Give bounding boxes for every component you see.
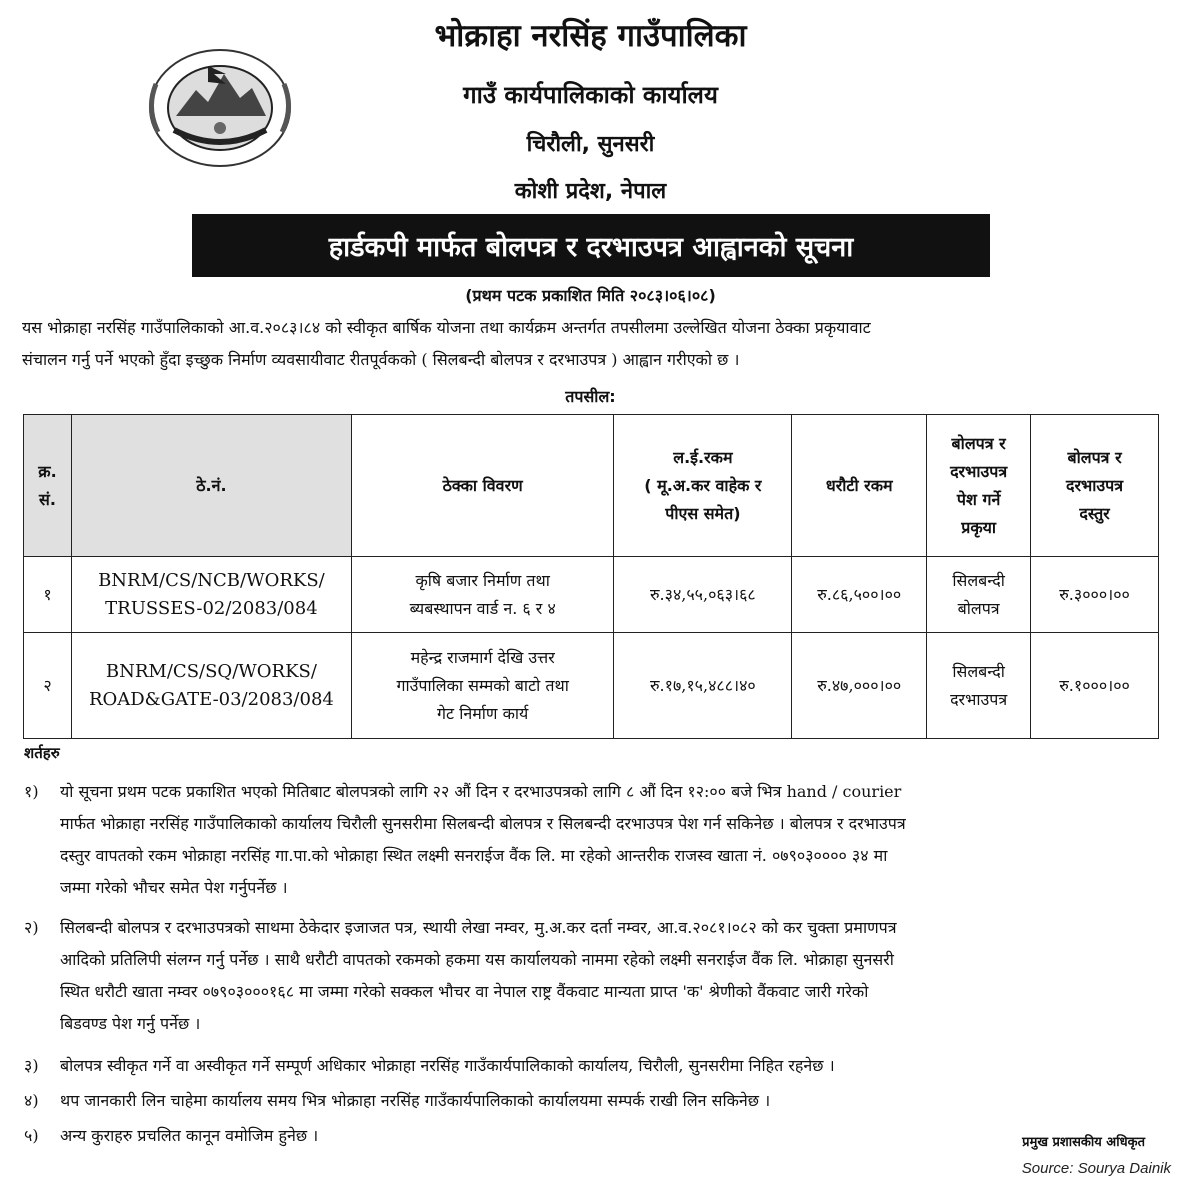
term-body (60, 912, 1164, 1040)
process-line-2: बोलपत्र (957, 598, 1000, 618)
signatory-title: प्रमुख प्रशासकीय अधिकृत (1022, 1135, 1145, 1150)
term-number: ३) (24, 1056, 39, 1075)
process-line-1: सिलबन्दी (952, 570, 1005, 590)
process-line-1: सिलबन्दी (952, 661, 1005, 681)
term-line: थप जानकारी लिन चाहेमा कार्यालय समय भित्र भोक्राहा नरसिंह गाउँकार्यपालिकाको कार्यालयमा सम्पर्क राखी लिन सकिनेछ । (60, 1091, 771, 1110)
row-fee: रु.३०००।०० (1031, 557, 1159, 633)
row-cost-estimate: रु.३४,५५,०६३।६८ (614, 557, 792, 633)
row-deposit: रु.८६,५००।०० (792, 557, 927, 633)
header-fee (1031, 415, 1159, 557)
term-line: बिडवण्ड पेश गर्नु पर्नेछ । (60, 1014, 201, 1033)
term-line: दस्तुर वापतको रकम भोक्राहा नरसिंह गा.पा.को भोक्राहा स्थित लक्ष्मी सनराईज वैंक लि. मा रहेको आन्तरीक राजस्व खाता नं. ०७९०३०००० ३४ मा (60, 846, 888, 865)
term-line: जम्मा गरेको भौचर समेत पेश गर्नुपर्नेछ । (60, 878, 288, 897)
publication-date: (प्रथम पटक प्रकाशित मिति २०८३।०६।०८) (465, 286, 716, 305)
term-body (60, 776, 1164, 904)
header-fee-line-2: दरभाउपत्र (1065, 475, 1124, 495)
header-deposit (792, 415, 927, 557)
term-line: मार्फत भोक्राहा नरसिंह गाउँपालिकाको कार्यालय चिरौली सुनसरीमा सिलबन्दी बोलपत्र र सिलबन्दी दरभाउपत्र पेश गर्न सकिनेछ । बोलपत्र र दरभाउपत्र (60, 814, 906, 833)
header-process-line-1: बोलपत्र र (951, 433, 1006, 453)
office-location: चिरौली, सुनसरी (526, 132, 655, 157)
row-deposit: रु.४७,०००।०० (792, 633, 927, 739)
header-cost-line-3: पीएस समेत) (665, 503, 741, 523)
row-serial-number: १ (24, 557, 72, 633)
contract-code-line-1: BNRM/CS/NCB/WORKS/ (98, 569, 325, 591)
row-description (351, 633, 614, 739)
header-serial-line-1: क्र. (38, 461, 57, 481)
header-process-line-2: दरभाउपत्र (950, 461, 1008, 481)
table-header-row (24, 415, 1159, 557)
header-serial-number (24, 415, 72, 557)
term-item-5 (24, 1120, 1164, 1154)
header-contract-number-label: ठे.नं. (196, 475, 227, 495)
row-cost-estimate: रु.१७,१५,४८८।४० (614, 633, 792, 739)
term-line: अन्य कुराहरु प्रचलित कानून वमोजिम हुनेछ । (60, 1126, 319, 1145)
row-submission-process (927, 557, 1031, 633)
term-item-2 (24, 912, 1164, 1042)
terms-heading: शर्तहरु (24, 744, 60, 762)
header-submission-process (927, 415, 1031, 557)
header-deposit-label: धरौटी रकम (825, 475, 893, 495)
row-serial-number: २ (24, 633, 72, 739)
header-serial-line-2: सं. (39, 489, 56, 509)
description-line-2: ब्यबस्थापन वार्ड न. ६ र ४ (409, 598, 556, 618)
table-row (24, 633, 1159, 739)
contract-code-line-2: ROAD&GATE-03/2083/084 (88, 688, 334, 710)
header-contract-number (71, 415, 351, 557)
description-line-3: गेट निर्माण कार्य (437, 703, 529, 723)
term-item-4 (24, 1085, 1164, 1119)
office-name: गाउँ कार्यपालिकाको कार्यालय (463, 81, 718, 109)
term-line: स्थित धरौटी खाता नम्वर ०७९०३०००१६८ मा जम्मा गरेको सक्कल भौचर वा नेपाल राष्ट्र वैंकवाट मान्यता प्राप्त 'क' श्रेणीको वैंकवाट जारी गरेको (60, 982, 869, 1001)
term-number: ४) (24, 1091, 39, 1110)
term-body (60, 1120, 1164, 1152)
description-line-2: गाउँपालिका सम्मको बाटो तथा (396, 675, 569, 695)
header-cost-line-1: ल.ई.रकम (673, 447, 733, 467)
row-description (351, 557, 614, 633)
details-label: तपसील: (565, 387, 616, 406)
intro-line-2: संचालन गर्नु पर्ने भएको हुँदा इच्छुक निर्माण व्यवसायीवाट रीतपूर्वकको ( सिलबन्दी बोलपत्र र दरभाउपत्र ) आह्वान गरीएको छ । (22, 350, 740, 369)
header-fee-line-3: दस्तुर (1079, 503, 1110, 523)
term-number: ५) (24, 1126, 39, 1145)
term-body (60, 1050, 1164, 1082)
notice-title-banner: हार्डकपी मार्फत बोलपत्र र दरभाउपत्र आह्वानको सूचना (192, 214, 990, 277)
term-line: यो सूचना प्रथम पटक प्रकाशित भएको मितिबाट बोलपत्रको लागि २२ औं दिन र दरभाउपत्रको लागि ८ औं दिन १२:०० बजे भित्र hand / courier (60, 782, 902, 801)
contract-code-line-2: TRUSSES-02/2083/084 (105, 597, 318, 619)
municipality-name: भोक्राहा नरसिंह गाउँपालिका (434, 18, 747, 54)
header-fee-line-1: बोलपत्र र (1067, 447, 1122, 467)
source-credit: Source: Sourya Dainik (1021, 1160, 1171, 1177)
term-line: आदिको प्रतिलिपी संलग्न गर्नु पर्नेछ । साथै धरौटी वापतको रकमको हकमा यस कार्यालयको नाममा रहेको लक्ष्मी सनराईज वैंक लि. भोक्राहा सुनसरी (60, 950, 894, 969)
term-line: सिलबन्दी बोलपत्र र दरभाउपत्रको साथमा ठेकेदार इजाजत पत्र, स्थायी लेखा नम्वर, मु.अ.कर दर्ता नम्वर, आ.व.२०८१।०८२ को कर चुक्ता प्रमाणपत्र (60, 918, 897, 937)
term-body (60, 1085, 1164, 1117)
header-description (351, 415, 614, 557)
term-line: बोलपत्र स्वीकृत गर्ने वा अस्वीकृत गर्ने सम्पूर्ण अधिकार भोक्राहा नरसिंह गाउँकार्यपालिकाको कार्यालय, चिरौली, सुनसरीमा निहित रहनेछ । (60, 1056, 835, 1075)
row-contract-number (71, 633, 351, 739)
term-item-1 (24, 776, 1164, 906)
contract-code-line-1: BNRM/CS/SQ/WORKS/ (105, 660, 317, 682)
term-item-3 (24, 1050, 1164, 1084)
bid-table (23, 414, 1159, 739)
table-row (24, 557, 1159, 633)
header-process-line-4: प्रकृया (961, 517, 997, 537)
row-fee: रु.१०००।०० (1031, 633, 1159, 739)
row-contract-number (71, 557, 351, 633)
term-number: २) (24, 918, 39, 937)
header-cost-estimate (614, 415, 792, 557)
intro-line-1: यस भोक्राहा नरसिंह गाउँपालिकाको आ.व.२०८३।८४ को स्वीकृत बार्षिक योजना तथा कार्यक्रम अन्तर्गत तपसीलमा उल्लेखित योजना ठेक्का प्रकृयावाट (22, 318, 871, 337)
header-cost-line-2: ( मू.अ.कर वाहेक र (644, 475, 762, 495)
province-country: कोशी प्रदेश, नेपाल (514, 179, 667, 204)
header-process-line-3: पेश गर्ने (956, 489, 1001, 509)
header-description-label: ठेक्का विवरण (442, 475, 523, 495)
term-number: १) (24, 782, 39, 801)
process-line-2: दरभाउपत्र (950, 689, 1008, 709)
description-line-1: महेन्द्र राजमार्ग देखि उत्तर (410, 647, 555, 667)
description-line-1: कृषि बजार निर्माण तथा (415, 570, 550, 590)
row-submission-process (927, 633, 1031, 739)
